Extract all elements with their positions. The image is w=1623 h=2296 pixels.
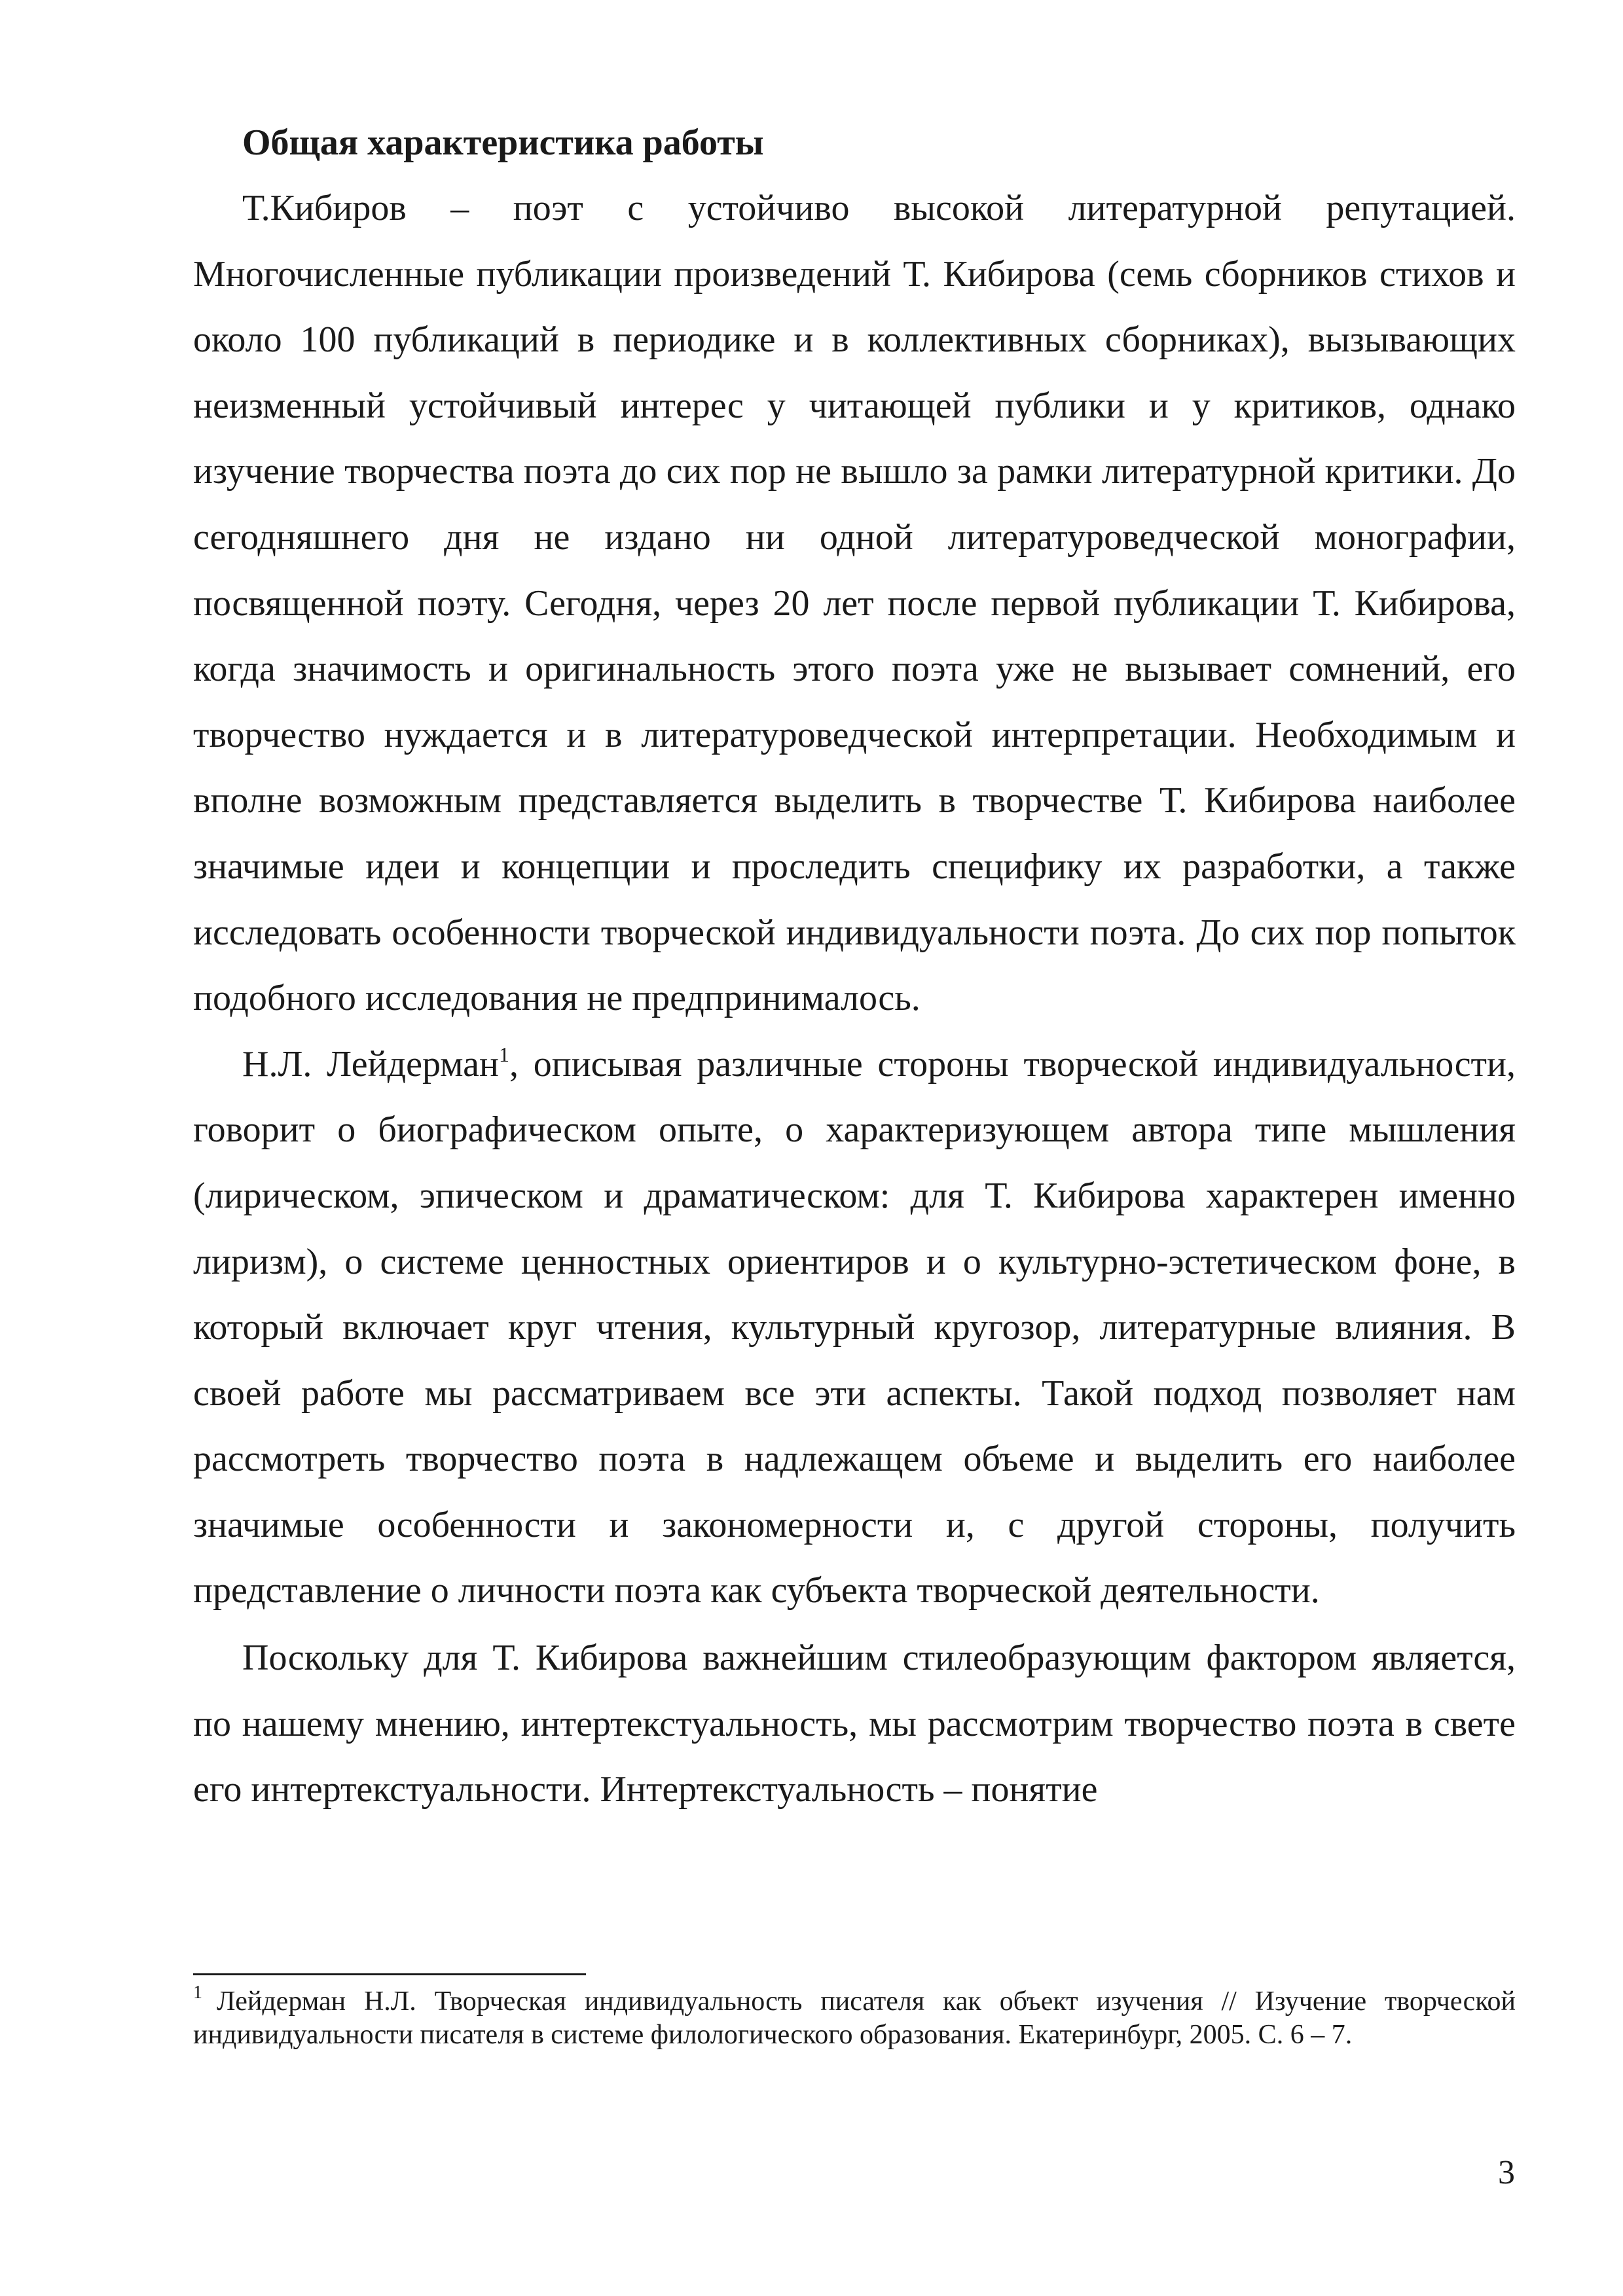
- footnote: [193, 1982, 1516, 2052]
- body-text: [193, 175, 1516, 1823]
- footnote-reference[interactable]: 1: [498, 1042, 509, 1066]
- paragraph-3: Поскольку для Т. Кибирова важнейшим стилеобразующим фактором является, по нашему мнению, интертекстуальность, мы рассмотрим творчество поэта в свете его интертекстуальности. Интертекстуальность – понятие: [193, 1638, 1516, 1810]
- paragraph-2-rest: , описывая различные стороны творческой индивидуальности, говорит о биографическом опыте, о характеризующем автора типе мышления (лирическом, эпическом и драматическом: для Т. Кибирова характерен именно лиризм), о системе ценностных ориентиров и о культурно-эстетическом фоне, в который включает круг чтения, культурный кругозор, литературные влияния. В своей работе мы рассматриваем все эти аспекты. Такой подход позволяет нам рассмотреть творчество поэта в надлежащем объеме и выделить его наиболее значимые особенности и закономерности и, с другой стороны, получить представление о личности поэта как субъекта творческой деятельности.: [193, 1043, 1516, 1611]
- footnote-divider: [193, 1973, 586, 1975]
- footnote-marker: 1: [193, 1982, 202, 2003]
- paragraph-1: Т.Кибиров – поэт с устойчиво высокой литературной репутацией. Многочисленные публикации произведений Т. Кибирова (семь сборников стихов и около 100 публикаций в периодике и в коллективных сборниках), вызывающих неизменный устойчивый интерес у читающей публики и у критиков, однако изучение творчества поэта до сих пор не вышло за рамки литературной критики. До сегодняшнего дня не издано ни одной литературоведческой монографии, посвященной поэту. Сегодня, через 20 лет после первой публикации Т. Кибирова, когда значимость и оригинальность этого поэта уже не вызывает сомнений, его творчество нуждается и в литературоведческой интерпретации. Необходимым и вполне возможным представляется выделить в творчестве Т. Кибирова наиболее значимые идеи и концепции и проследить специфику их разработки, а также исследовать особенности творческой индивидуальности поэта. До сих пор попыток подобного исследования не предпринималось.: [193, 188, 1516, 1019]
- page-number: 3: [1498, 2154, 1515, 2191]
- section-heading: Общая характеристика работы: [242, 122, 764, 163]
- paragraph-2: [193, 1031, 1516, 1624]
- footnote-text: Лейдерман Н.Л. Творческая индивидуальность писателя как объект изучения // Изучение творческой индивидуальности писателя в системе филологического образования. Екатеринбург, 2005. С. 6 – 7.: [193, 1986, 1516, 2050]
- paragraph-2-start: Н.Л. Лейдерман: [242, 1043, 499, 1085]
